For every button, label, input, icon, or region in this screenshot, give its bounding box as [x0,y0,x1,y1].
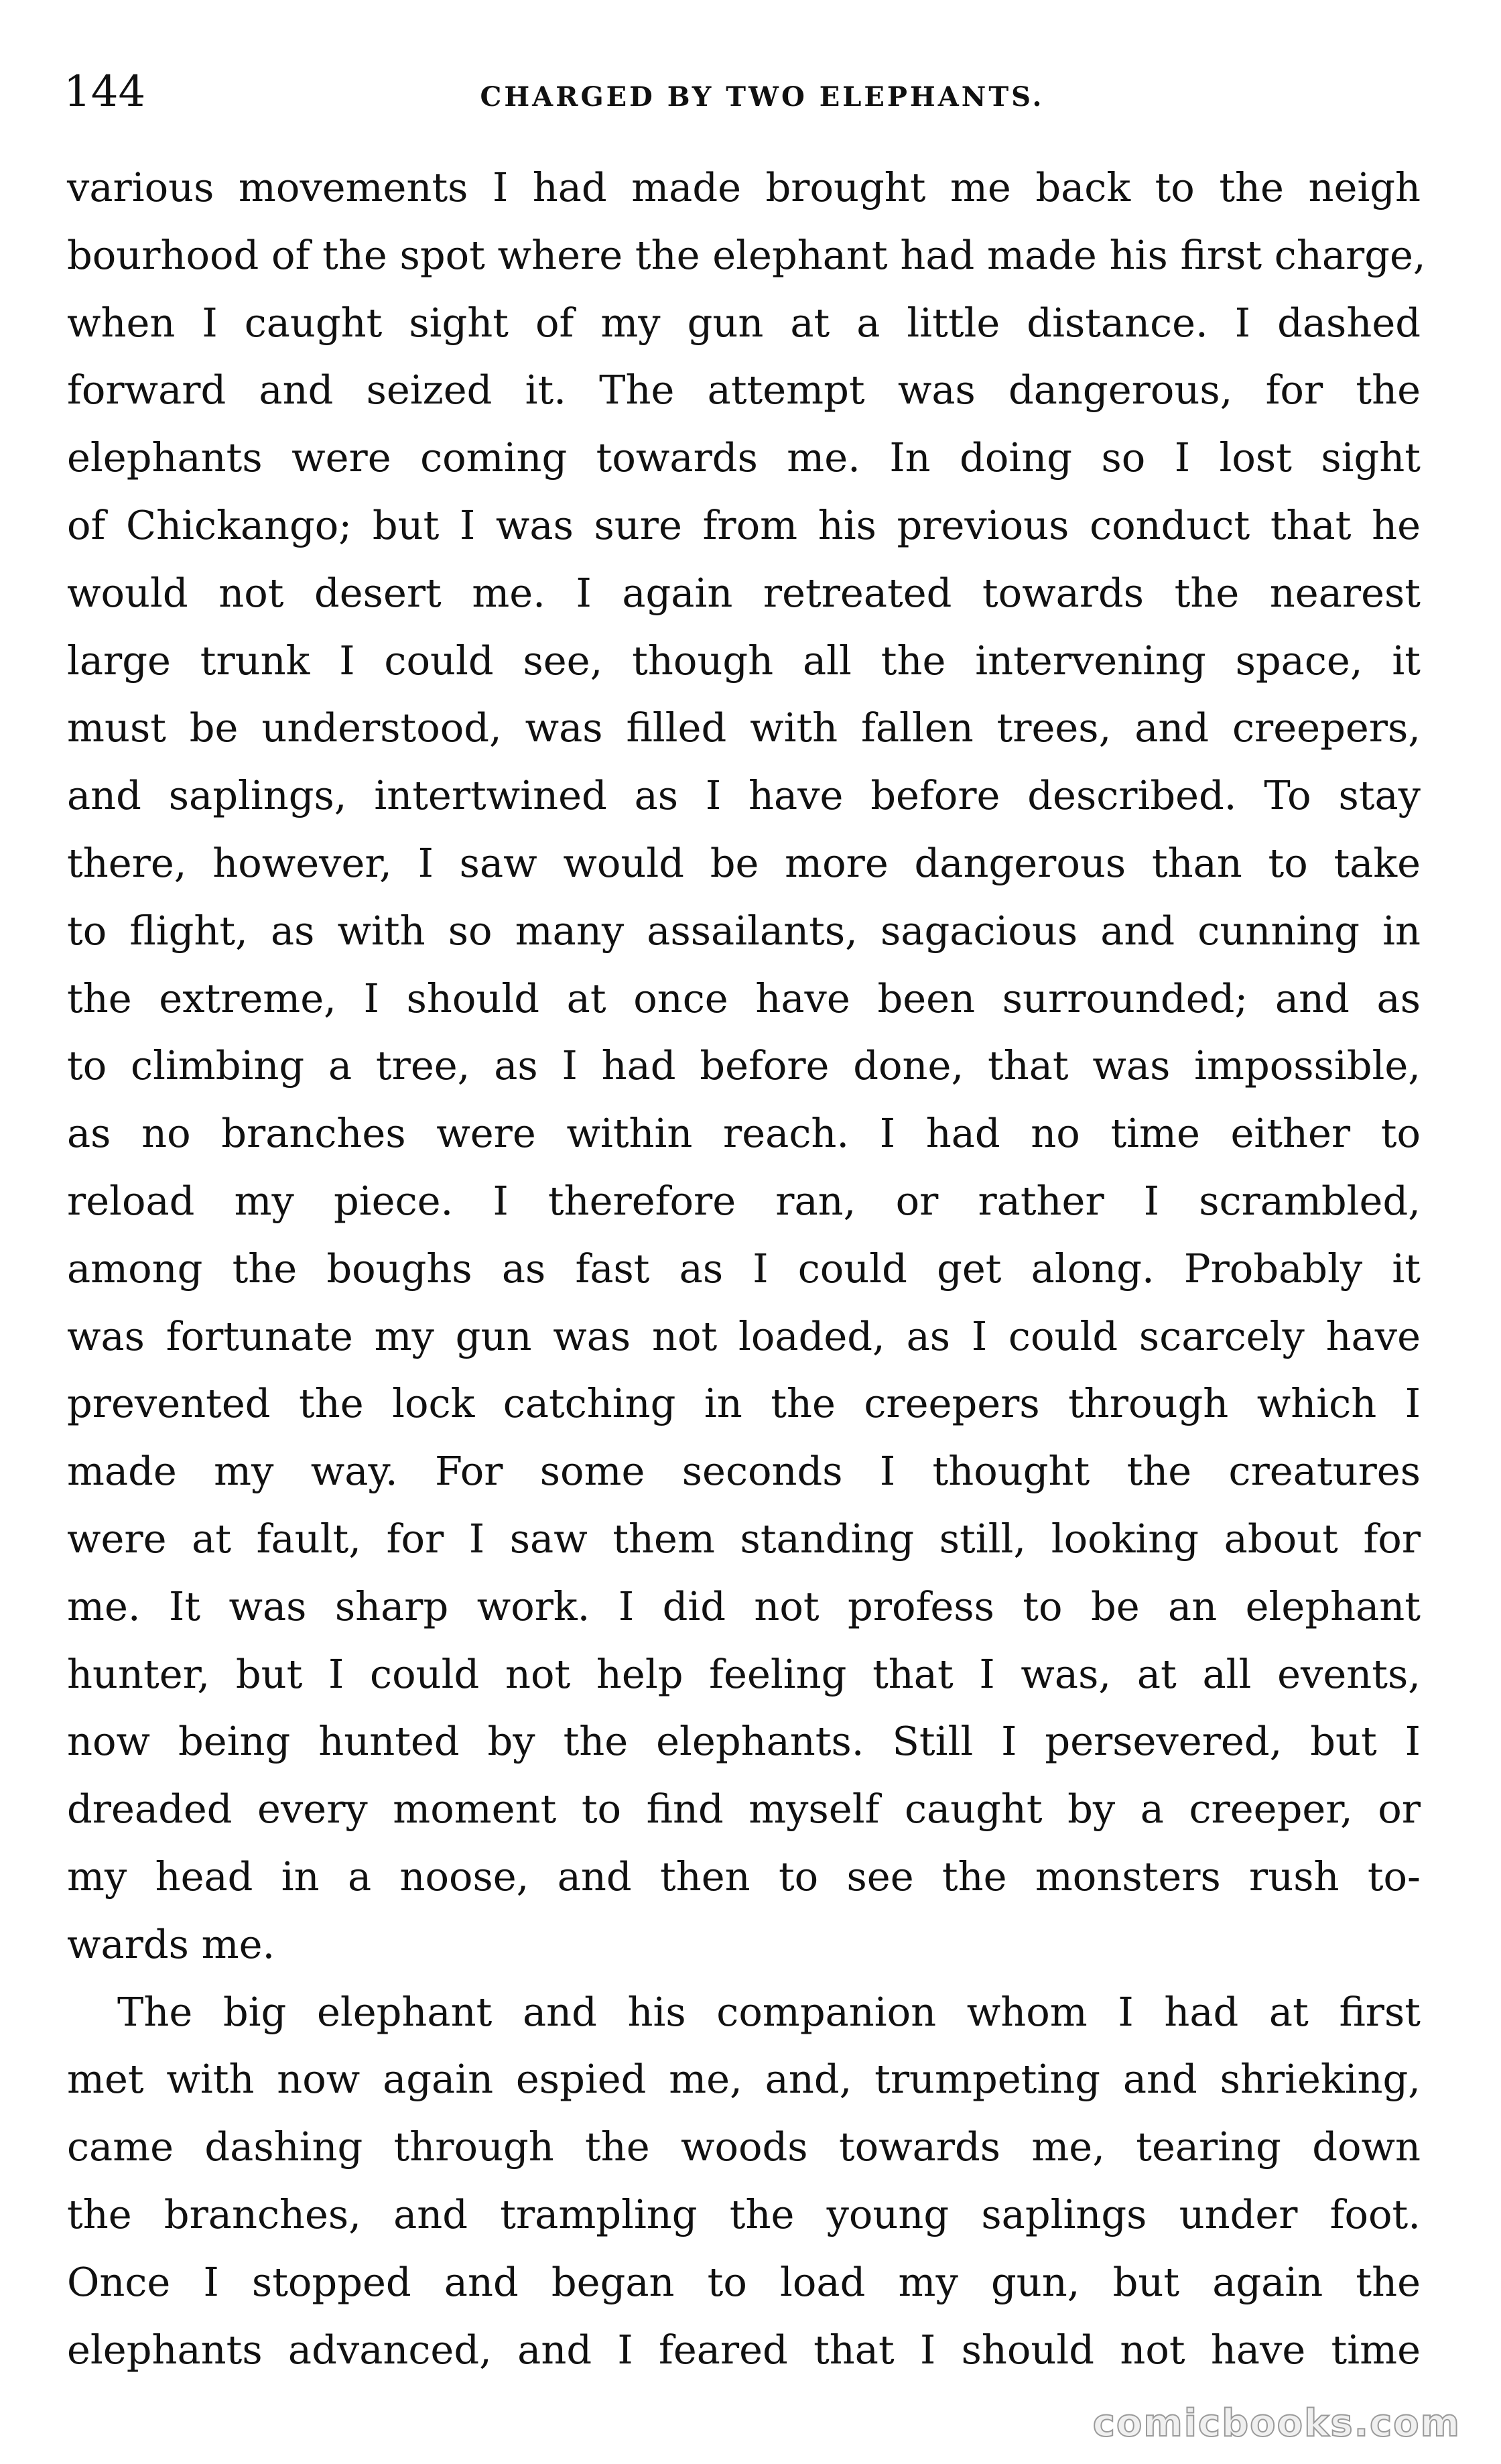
text-line: when I caught sight of my gun at a little distance. I dashed [67,299,1421,346]
text-line: made my way. For some seconds I thought the creatures [67,1448,1421,1495]
text-line: The big elephant and his companion whom I had at first [117,1988,1421,2035]
text-line: wards me. [67,1920,275,1967]
text-line: among the boughs as fast as I could get along. Probably it [67,1245,1421,1292]
watermark-logo: comicbooks.com [1092,2402,1461,2445]
text-line: the extreme, I should at once have been surrounded; and as [67,975,1421,1022]
text-line: bourhood of the spot where the elephant had made his first charge, [67,231,1426,278]
text-line: hunter, but I could not help feeling that I was, at all events, [67,1650,1421,1697]
text-line: must be understood, was filled with fallen trees, and creepers, [67,704,1421,751]
text-line: Once I stopped and began to load my gun, but again the [67,2258,1421,2305]
text-line: to climbing a tree, as I had before done, that was impossible, [67,1042,1421,1089]
text-line: various movements I had made brought me back to the neigh [67,164,1421,210]
text-line: dreaded every moment to find myself caught by a creeper, or [67,1786,1421,1833]
text-line: elephants advanced, and I feared that I should not have time [67,2326,1421,2373]
chapter-title: CHARGED BY TWO ELEPHANTS. [480,81,1045,113]
text-line: large trunk I could see, though all the intervening space, it [67,637,1421,684]
text-line: elephants were coming towards me. In doing so I lost sight [67,434,1421,481]
text-line: met with now again espied me, and, trumpeting and shrieking, [67,2056,1421,2103]
text-line: came dashing through the woods towards me, tearing down [67,2123,1421,2170]
text-line: would not desert me. I again retreated towards the nearest [67,569,1421,616]
text-line: now being hunted by the elephants. Still I persevered, but I [67,1718,1421,1765]
text-line: forward and seized it. The attempt was dangerous, for the [67,367,1421,414]
text-line: prevented the lock catching in the creepers through which I [67,1380,1421,1427]
text-line: was fortunate my gun was not loaded, as I could scarcely have [67,1312,1421,1359]
text-line: of Chickango; but I was sure from his previous conduct that he [67,501,1421,548]
text-line: to flight, as with so many assailants, sagacious and cunning in [67,907,1421,954]
text-line: there, however, I saw would be more dangerous than to take [67,839,1421,886]
text-line: me. It was sharp work. I did not profess to be an elephant [67,1583,1421,1629]
text-line: and saplings, intertwined as I have before described. To stay [67,772,1421,819]
text-line: my head in a noose, and then to see the monsters rush to- [67,1853,1421,1900]
body-text [67,154,1426,2384]
page-number: 144 [64,67,146,117]
running-head [64,62,1421,122]
text-line: as no branches were within reach. I had no time either to [67,1110,1421,1157]
text-line: the branches, and trampling the young saplings under foot. [67,2191,1421,2237]
text-line: were at fault, for I saw them standing still, looking about for [67,1515,1421,1562]
text-line: reload my piece. I therefore ran, or rather I scrambled, [67,1177,1421,1224]
